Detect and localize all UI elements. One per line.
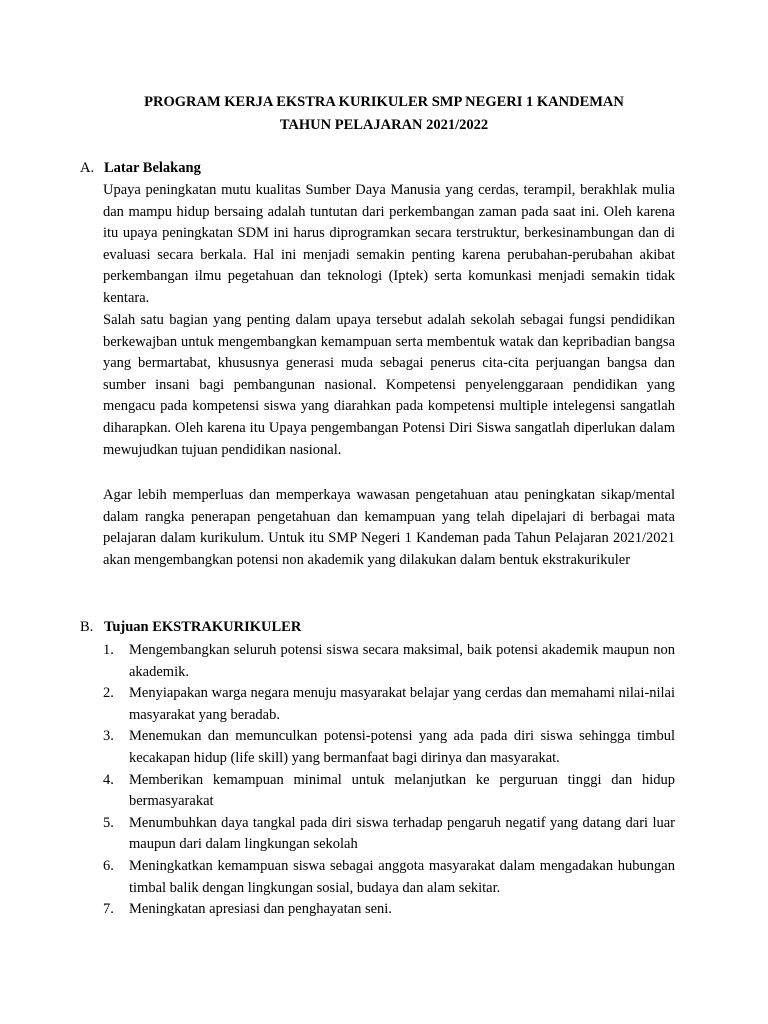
section-b-letter: B. bbox=[80, 619, 94, 635]
list-item bbox=[103, 899, 675, 921]
list-item-text: Mengembangkan seluruh potensi siswa secara maksimal, baik potensi akademik maupun non akademik. bbox=[129, 642, 675, 680]
list-item-number: 4. bbox=[103, 771, 114, 788]
list-item-number: 7. bbox=[103, 901, 114, 918]
section-b-heading bbox=[80, 617, 301, 637]
list-item-number: 3. bbox=[103, 728, 114, 745]
section-a-paragraph-3: Agar lebih memperluas dan memperkaya wawasan pengetahuan atau peningkatan sikap/mental dalam rangka penerapan pengetahuan dan kemampuan yang telah dipelajari di berbagai mata pelajaran dalam kurikulum. Untuk itu SMP Negeri 1 Kandeman pada Tahun Pelajaran 2021/2021 akan mengembangkan potensi non akademik yang dilakukan dalam bentuk ekstrakurikuler bbox=[103, 487, 675, 568]
list-item bbox=[103, 856, 675, 899]
list-item-number: 1. bbox=[103, 642, 114, 658]
list-item-number: 5. bbox=[103, 814, 114, 831]
list-item bbox=[103, 726, 675, 769]
section-a-heading bbox=[80, 158, 201, 178]
list-item-text: Meningkatan apresiasi dan penghayatan seni. bbox=[129, 901, 392, 918]
section-a-title: Latar Belakang bbox=[104, 160, 201, 176]
list-item bbox=[103, 640, 675, 683]
list-item bbox=[103, 770, 675, 813]
list-item-text: Meningkatkan kemampuan siswa sebagai anggota masyarakat dalam mengadakan hubungan timbal balik dengan lingkungan sosial, budaya dan alam sekitar. bbox=[129, 857, 675, 896]
list-item-text: Menyiapakan warga negara menuju masyarakat belajar yang cerdas dan memahami nilai-nilai masyarakat yang beradab. bbox=[129, 685, 675, 723]
list-item bbox=[103, 683, 675, 726]
list-item-text: Memberikan kemampuan minimal untuk melanjutkan ke perguruan tinggi dan hidup bermasyarakat bbox=[129, 771, 675, 810]
section-a-paragraph-1: Upaya peningkatan mutu kualitas Sumber Daya Manusia yang cerdas, terampil, berakhlak mulia dan mampu hidup bersaing adalah tuntutan dari perkembangan zaman pada saat ini. Oleh karena itu upaya peningkatan SDM ini harus diprogramkan secara terstruktur, berkesinambungan dan di evaluasi secara berkala. Hal ini menjadi semakin penting karena perubahan-perubahan akibat perkembangan ilmu pegetahuan dan teknologi (Iptek) serta komunkasi menjadi semakin tidak kentara. bbox=[103, 182, 675, 306]
list-item bbox=[103, 813, 675, 856]
list-item-number: 2. bbox=[103, 685, 114, 702]
list-item-text: Menumbuhkan daya tangkal pada diri siswa terhadap pengaruh negatif yang datang dari luar maupun dari dalam lingkungan sekolah bbox=[129, 814, 675, 853]
document-title-line-1: PROGRAM KERJA EKSTRA KURIKULER SMP NEGERI 1 KANDEMAN bbox=[144, 94, 624, 110]
list-item-number: 6. bbox=[103, 857, 114, 874]
objectives-list bbox=[103, 640, 675, 921]
document-title-line-2: TAHUN PELAJARAN 2021/2022 bbox=[279, 117, 489, 133]
section-b-title: Tujuan EKSTRAKURIKULER bbox=[104, 619, 302, 635]
section-a-paragraph-2: Salah satu bagian yang penting dalam upaya tersebut adalah sekolah sebagai fungsi pendidikan berkewajban untuk mengembangkan kemampuan serta membentuk watak dan kepribadian bangsa yang bermartabat, khususnya generasi muda sebagai penerus cita-cita perjuangan bangsa dan sumber insani bagi pembangunan nasional. Kompetensi penyelenggaraan pendidikan yang mengacu pada kompetensi siswa yang diarahkan pada kompetensi multiple intelegensi sangatlah diharapkan. Oleh karena itu Upaya pengembangan Potensi Diri Siswa sangatlah diperlukan dalam mewujudkan tujuan pendidikan nasional. bbox=[103, 312, 675, 458]
list-item-text: Menemukan dan memunculkan potensi-potensi yang ada pada diri siswa sehingga timbul kecakapan hidup (life skill) yang bermanfaat bagi dirinya dan masyarakat. bbox=[129, 728, 675, 766]
section-a-letter: A. bbox=[80, 160, 95, 176]
